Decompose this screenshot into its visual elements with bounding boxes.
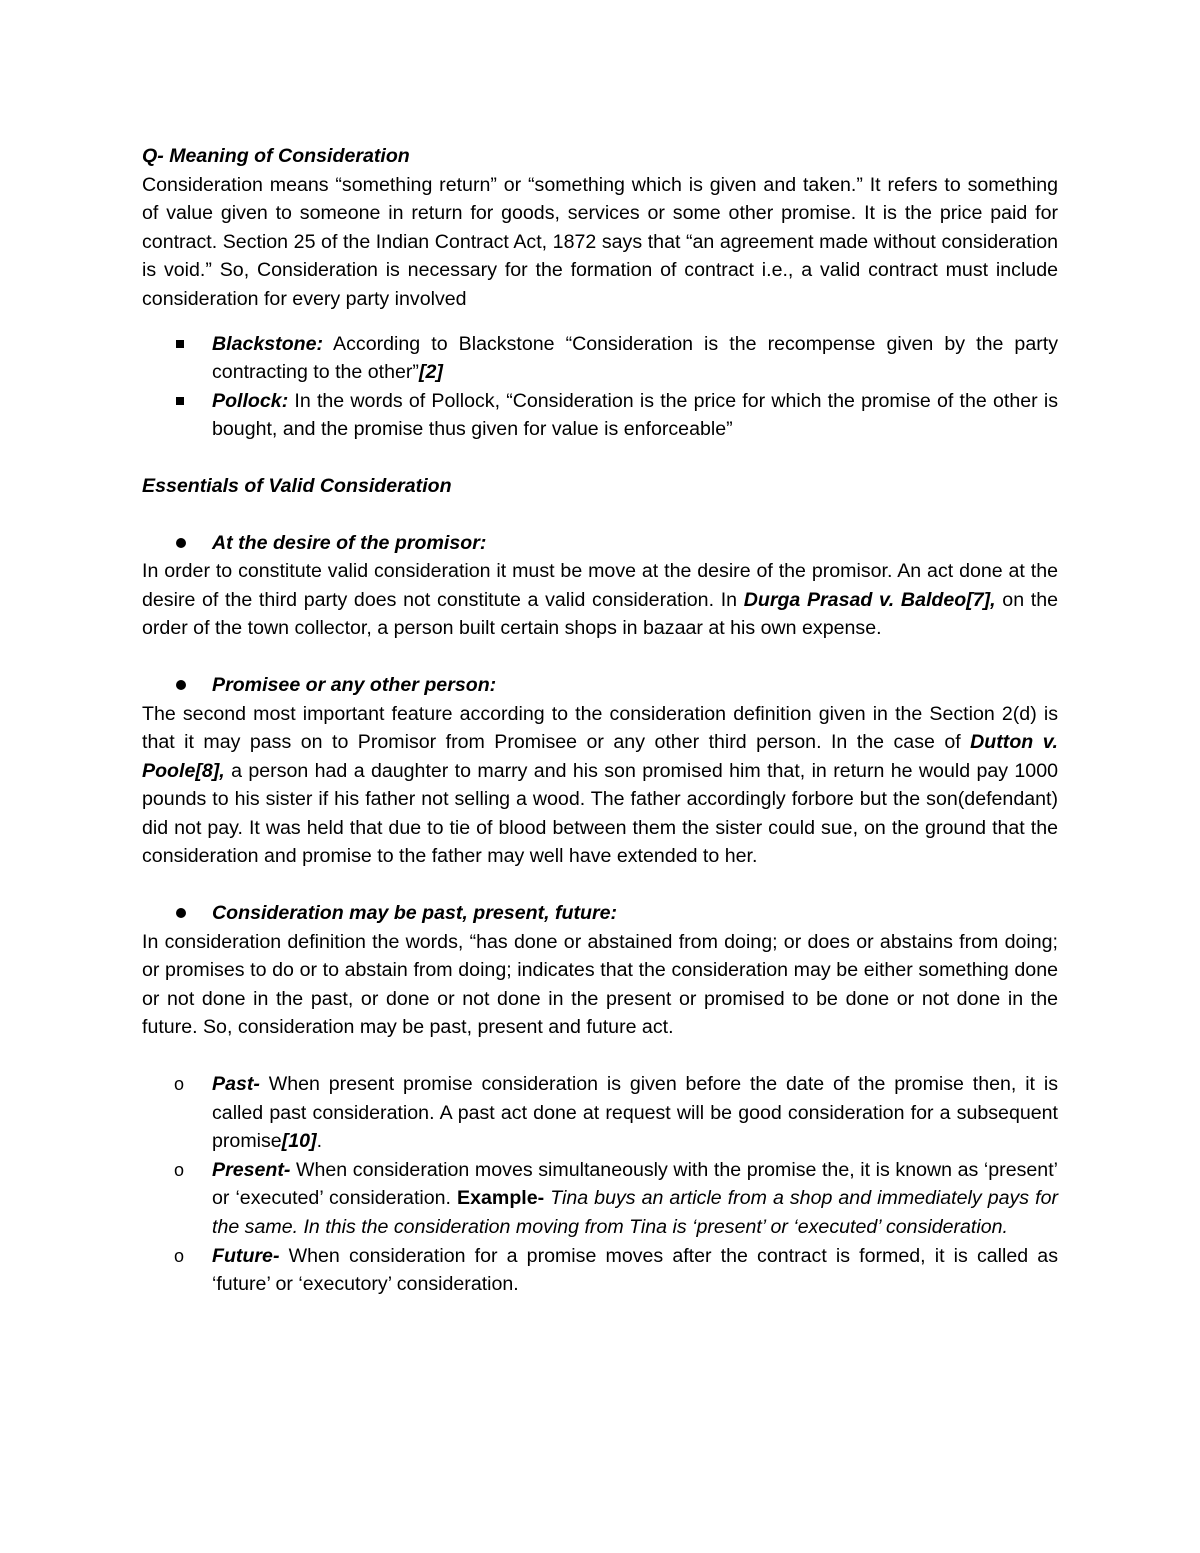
square-bullet-icon xyxy=(176,340,184,348)
list-item: Promisee or any other person: xyxy=(142,671,1058,700)
bullet-icon xyxy=(176,538,186,548)
circle-bullet-icon: o xyxy=(174,1159,185,1180)
kinds-list xyxy=(142,1070,1058,1299)
list-item: o Past- When present promise consideration is given before the date of the promise then, it is called past consideration. A past act done at request will be good consideration for a subsequent promise[10]. xyxy=(142,1070,1058,1156)
list-item: o Future- When consideration for a promise moves after the contract is formed, it is called as ‘future’ or ‘executory’ consideration. xyxy=(142,1242,1058,1299)
bullet-icon xyxy=(176,680,186,690)
square-bullet-icon xyxy=(176,397,184,405)
list-item: o Present- When consideration moves simultaneously with the promise the, it is known as ‘present’ or ‘executed’ consideration. Example- Tina buys an article from a shop and immediately pays for the same. In this the consideration moving from Tina is ‘present’ or ‘executed’ consideration. xyxy=(142,1156,1058,1242)
essential-item xyxy=(142,899,1058,928)
essential-item xyxy=(142,671,1058,700)
essential-paragraph: The second most important feature according to the consideration definition given in the Section 2(d) is that it may pass on to Promisor from Promisee or any other third person. In the case of Dutton v. Poole[8], a person had a daughter to marry and his son promised him that, in return he would pay 1000 pounds to his sister if his father not selling a wood. The father accordingly forbore but the son(defendant) did not pay. It was held that due to tie of blood between them the sister could sue, on the ground that the consideration and promise to the father may well have extended to her. xyxy=(142,702,1058,868)
essential-item xyxy=(142,529,1058,558)
list-item: Blackstone: According to Blackstone “Consideration is the recompense given by the party contracting to the other”[2] xyxy=(142,330,1058,387)
page-title: Q- Meaning of Consideration xyxy=(142,145,410,167)
circle-bullet-icon: o xyxy=(174,1245,185,1266)
intro-paragraph: Consideration means “something return” or “something which is given and taken.” It refers to something of value given to someone in return for goods, services or some other promise. It is the price paid for contract. Section 25 of the Indian Contract Act, 1872 says that “an agreement made without consideration is void.” So, Consideration is necessary for the formation of contract i.e., a valid contract must include consideration for every party involved xyxy=(142,173,1058,310)
list-item: At the desire of the promisor: xyxy=(142,529,1058,558)
list-item: Consideration may be past, present, future: xyxy=(142,899,1058,928)
definitions-list xyxy=(142,330,1058,444)
bullet-icon xyxy=(176,908,186,918)
essential-paragraph: In order to constitute valid consideration it must be move at the desire of the promisor. An act done at the desire of the third party does not constitute a valid consideration. In Durga Prasad v. Baldeo[7], on the order of the town collector, a person built certain shops in bazaar at his own expense. xyxy=(142,560,1058,640)
document-page xyxy=(142,142,1058,1299)
list-item: Pollock: In the words of Pollock, “Consideration is the price for which the promise of the other is bought, and the promise thus given for value is enforceable” xyxy=(142,387,1058,444)
circle-bullet-icon: o xyxy=(174,1074,185,1095)
essential-paragraph: In consideration definition the words, “has done or abstained from doing; or does or abstains from doing; or promises to do or to abstain from doing; indicates that the consideration may be either something done or not done in the past, or done or not done in the present or promised to be done or not done in the future. So, consideration may be past, present and future act. xyxy=(142,930,1058,1039)
section-heading: Essentials of Valid Consideration xyxy=(142,474,452,497)
